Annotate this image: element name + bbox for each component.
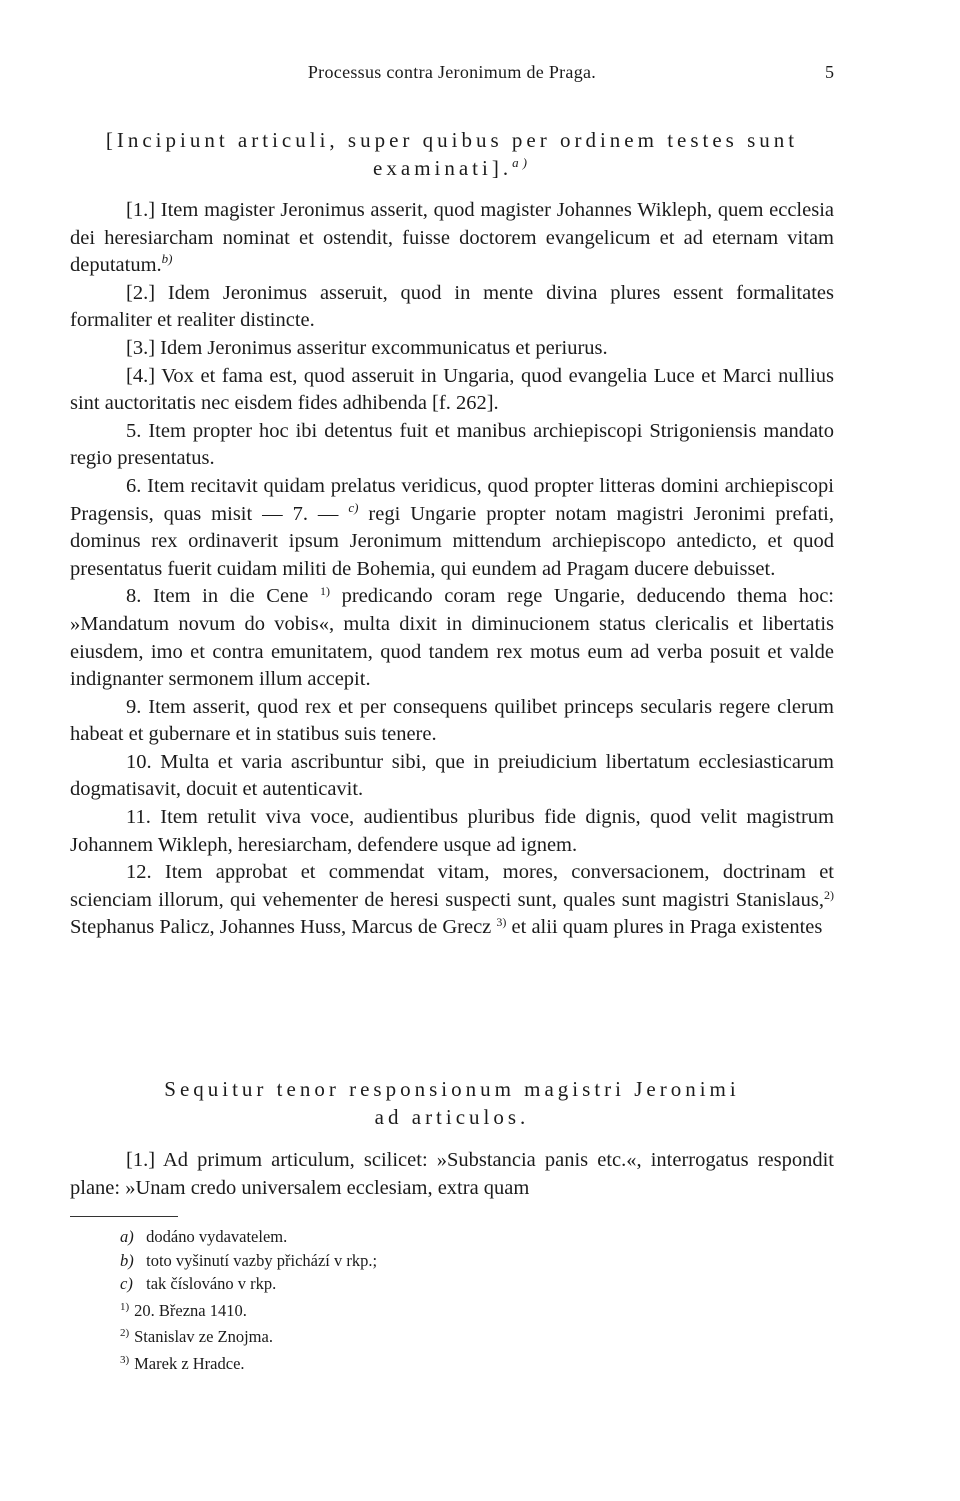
responses-heading-line-2: ad articulos.	[374, 1105, 530, 1129]
section-heading-line-2-text: examinati].	[373, 156, 513, 180]
running-head	[70, 62, 834, 86]
article-11	[70, 804, 834, 859]
footnotes	[120, 1225, 720, 1376]
footnote-mark-c: c)	[348, 499, 359, 515]
footnote-key: 2)	[120, 1327, 130, 1340]
article-6-text-b: regi Ungarie propter notam magistri Jeronimi prefati, dominus rex ordinaverit ipsum Jeronimum mittendum archiepiscopo antedicto, et quod presentatus fuerit cuidam militi de Bohemia, qui eundem ad Pragam ducere debuisset.	[70, 502, 834, 580]
footnote-b	[120, 1249, 720, 1273]
article-10-number: 10.	[126, 750, 152, 773]
running-title: Processus contra Jeronimum de Praga.	[307, 62, 597, 82]
article-8-text-a: Item in die Cene	[152, 585, 309, 608]
footnote-3	[120, 1349, 720, 1376]
footnote-text: Marek z Hradce.	[134, 1353, 245, 1373]
article-9-text: Item asserit, quod rex et per consequens quilibet princeps secularis regere clerum habeat et gubernare et in statibus suis tenere.	[70, 695, 835, 746]
article-5	[70, 418, 834, 473]
article-12-number: 12.	[126, 861, 152, 884]
footnote-text: tak číslováno v rkp.	[146, 1274, 277, 1294]
article-10-text: Multa et varia ascribuntur sibi, que in preiudicium libertatum ecclesiasticarum dogmatisavit, docuit et autenticavit.	[70, 750, 834, 801]
footnote-text: toto vyšinutí vazby přichází v rkp.;	[146, 1250, 378, 1270]
article-5-number: 5.	[126, 419, 142, 442]
article-6	[70, 473, 834, 583]
article-4-text: Vox et fama est, quod asseruit in Ungaria, quod evangelia Luce et Marci nullius sint auctoritatis nec eisdem fides adhibenda [f. 262].	[70, 364, 834, 415]
footnote-a	[120, 1225, 720, 1249]
article-10	[70, 749, 834, 804]
responses-heading-line-1: Sequitur tenor responsionum magistri Jeronimi	[164, 1077, 740, 1101]
article-2	[70, 280, 834, 335]
article-11-number: 11.	[126, 806, 151, 829]
footnote-key: b)	[120, 1250, 134, 1270]
article-4	[70, 363, 834, 418]
section-heading-line-2	[70, 154, 834, 182]
article-8-number: 8.	[126, 585, 142, 608]
footnote-text: Stanislav ze Znojma.	[134, 1327, 273, 1347]
article-9	[70, 694, 834, 749]
article-3	[70, 335, 834, 363]
response-1	[70, 1147, 834, 1202]
footnote-key: 3)	[120, 1353, 130, 1366]
article-4-number: [4.]	[126, 364, 156, 387]
footnote-mark-3: 3)	[496, 915, 507, 930]
article-9-number: 9.	[126, 695, 142, 718]
article-6-number: 6.	[126, 474, 142, 497]
footnote-mark-1: 1)	[320, 584, 330, 599]
footnote-mark-a: a)	[512, 155, 531, 170]
article-8-text-b: predicando coram rege Ungarie, deducendo thema hoc: »Mandatum novum do vobis«, multa dixit in diminucionem status clericalis et libertatis eiusdem, imo et contra emunitatem, quod tandem rex motus eum ad verba posuit et valde indignanter sermonem illum accepit.	[70, 585, 835, 691]
footnote-1	[120, 1296, 720, 1323]
article-1	[70, 197, 834, 280]
footnote-key: 1)	[120, 1300, 130, 1313]
section-heading-articles	[70, 126, 834, 182]
responses-text	[70, 1147, 834, 1202]
footnote-text: 20. Března 1410.	[134, 1300, 247, 1320]
section-heading-line-1: [Incipiunt articuli, super quibus per ordinem testes sunt	[105, 128, 799, 152]
article-2-text: Idem Jeronimus asseruit, quod in mente divina plures essent formalitates formaliter et realiter distincte.	[70, 281, 834, 332]
footnote-divider	[70, 1216, 178, 1217]
article-2-number: [2.]	[126, 281, 156, 304]
footnote-key: c)	[120, 1274, 133, 1294]
response-1-text: Ad primum articulum, scilicet: »Substancia panis etc.«, interrogatus respondit plane: »Unam credo universalem ecclesiam, extra quam	[70, 1149, 834, 1199]
article-12-text-b: Stephanus Palicz, Johannes Huss, Marcus de Grecz	[70, 916, 492, 939]
article-3-text: Idem Jeronimus asseritur excommunicatus et periurus.	[160, 336, 608, 359]
article-6-text-a: Item recitavit quidam prelatus veridicus, quod propter litteras domini archiepiscopi Pragensis, quas misit — 7. —	[70, 474, 835, 525]
footnote-c	[120, 1272, 720, 1296]
article-12-text-c: et alii quam plures in Praga existentes	[511, 916, 823, 939]
article-12-text-a: Item approbat et commendat vitam, mores, conversacionem, doctrinam et scienciam illorum, qui vehementer de heresi suspecti sunt, quales sunt magistri Stanislaus,	[70, 861, 834, 911]
footnote-key: a)	[120, 1227, 134, 1246]
footnote-text: dodáno vydavatelem.	[146, 1227, 288, 1246]
article-3-number: [3.]	[126, 336, 156, 359]
section-heading-responses	[70, 1075, 834, 1131]
footnote-mark-2: 2)	[824, 887, 834, 902]
article-1-text: Item magister Jeronimus asserit, quod magister Johannes Wikleph, quem ecclesia dei heresiarcham nominat et ostendit, fuisse doctorem evangelicum et ad eternam vitam deputatum.	[70, 199, 835, 277]
article-11-text: Item retulit viva voce, audientibus pluribus fide dignis, quod velit magistrum Johannem Wikleph, heresiarcham, defendere usque ad ignem.	[70, 806, 835, 856]
article-12	[70, 859, 834, 942]
article-8	[70, 583, 834, 693]
article-5-text: Item propter hoc ibi detentus fuit et manibus archiepiscopi Strigoniensis mandato regio presentatus.	[70, 419, 834, 470]
footnote-mark-b: b)	[161, 251, 173, 267]
response-1-number: [1.]	[126, 1149, 156, 1171]
article-1-number: [1.]	[126, 199, 156, 221]
articles-text	[70, 197, 834, 942]
footnote-2	[120, 1322, 720, 1349]
page-number: 5	[825, 62, 834, 82]
